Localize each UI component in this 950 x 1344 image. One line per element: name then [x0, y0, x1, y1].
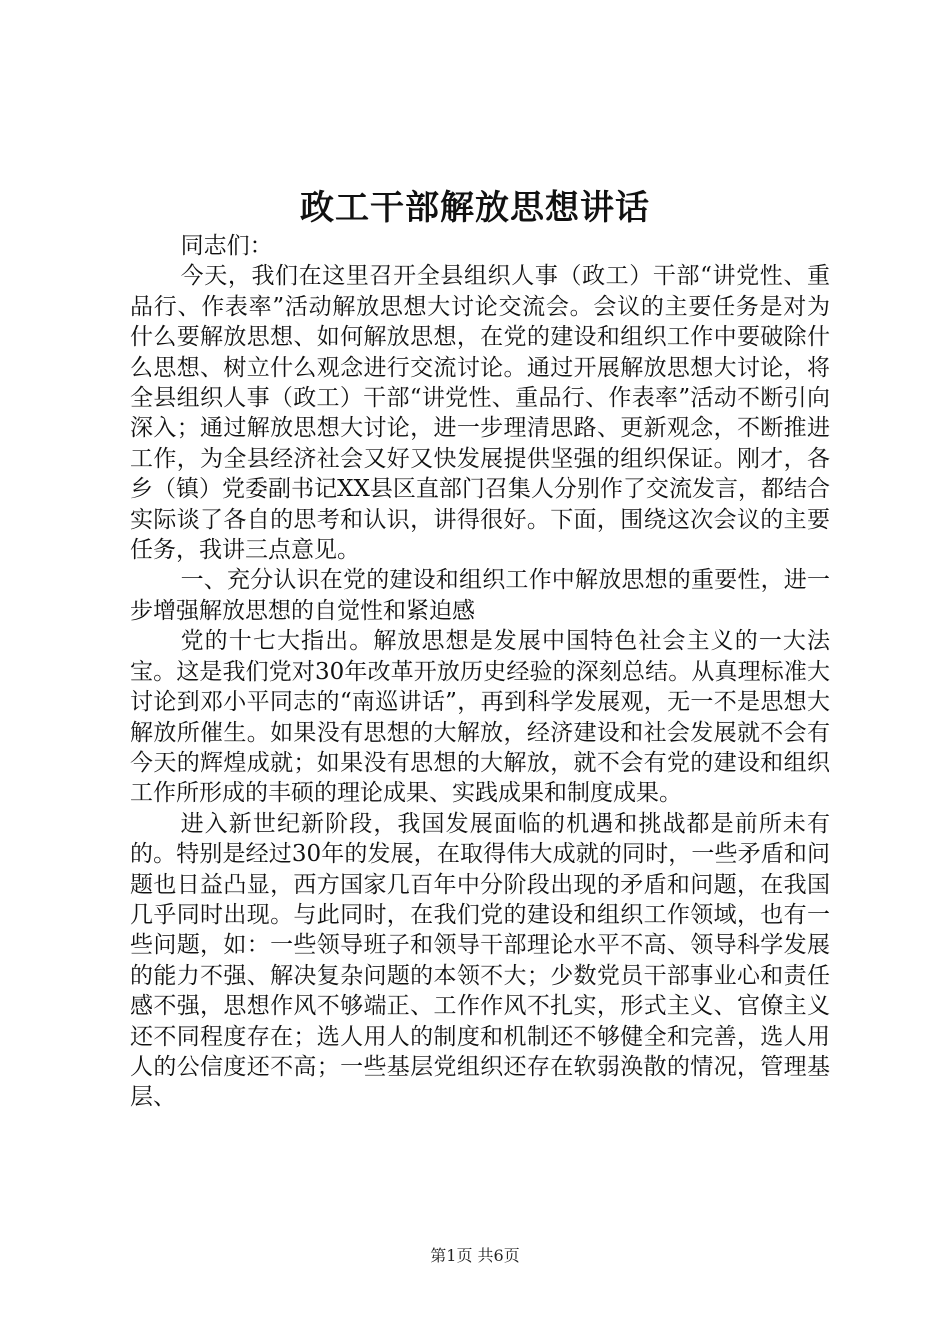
section-heading-paragraph: 一、充分认识在党的建设和组织工作中解放思想的重要性，进一步增强解放思想的自觉性和紧迫感 — [130, 567, 830, 624]
salutation-paragraph: 同志们： — [180, 233, 273, 259]
document-title: 政工干部解放思想讲话 — [300, 188, 650, 228]
document-body — [130, 231, 830, 1113]
page-number-footer: 第1页 共6页 — [430, 1246, 520, 1265]
body-paragraph: 党的十七大指出。解放思想是发展中国特色社会主义的一大法宝。这是我们党对30年改革开放历史经验的深刻总结。从真理标准大讨论到邓小平同志的“南巡讲话”，再到科学发展观，无一不是思想大解放所催生。如果没有思想的大解放，经济建设和社会发展就不会有今天的辉煌成就；如果没有思想的大解放，就不会有党的建设和组织工作所形成的丰硕的理论成果、实践成果和制度成果。 — [130, 628, 830, 807]
body-paragraph: 今天，我们在这里召开全县组织人事（政工）干部“讲党性、重品行、作表率”活动解放思想大讨论交流会。会议的主要任务是对为什么要解放思想、如何解放思想，在党的建设和组织工作中要破除什么思想、树立什么观念进行交流讨论。通过开展解放思想大讨论，将全县组织人事（政工）干部“讲党性、重品行、作表率”活动不断引向深入；通过解放思想大讨论，进一步理清思路、更新观念，不断推进工作，为全县经济社会又好又快发展提供坚强的组织保证。刚才，各乡（镇）党委副书记XX县区直部门召集人分别作了交流发言，都结合实际谈了各自的思考和认识，讲得很好。下面，围绕这次会议的主要任务，我讲三点意见。 — [130, 263, 830, 564]
body-paragraph: 进入新世纪新阶段，我国发展面临的机遇和挑战都是前所未有的。特别是经过30年的发展，在取得伟大成就的同时，一些矛盾和问题也日益凸显，西方国家几百年中分阶段出现的矛盾和问题，在我国几乎同时出现。与此同时，在我们党的建设和组织工作领域，也有一些问题，如：一些领导班子和领导干部理论水平不高、领导科学发展的能力不强、解决复杂问题的本领不大；少数党员干部事业心和责任感不强，思想作风不够端正、工作作风不扎实，形式主义、官僚主义还不同程度存在；选人用人的制度和机制还不够健全和完善，选人用人的公信度还不高；一些基层党组织还存在软弱涣散的情况，管理基层、 — [130, 810, 830, 1111]
